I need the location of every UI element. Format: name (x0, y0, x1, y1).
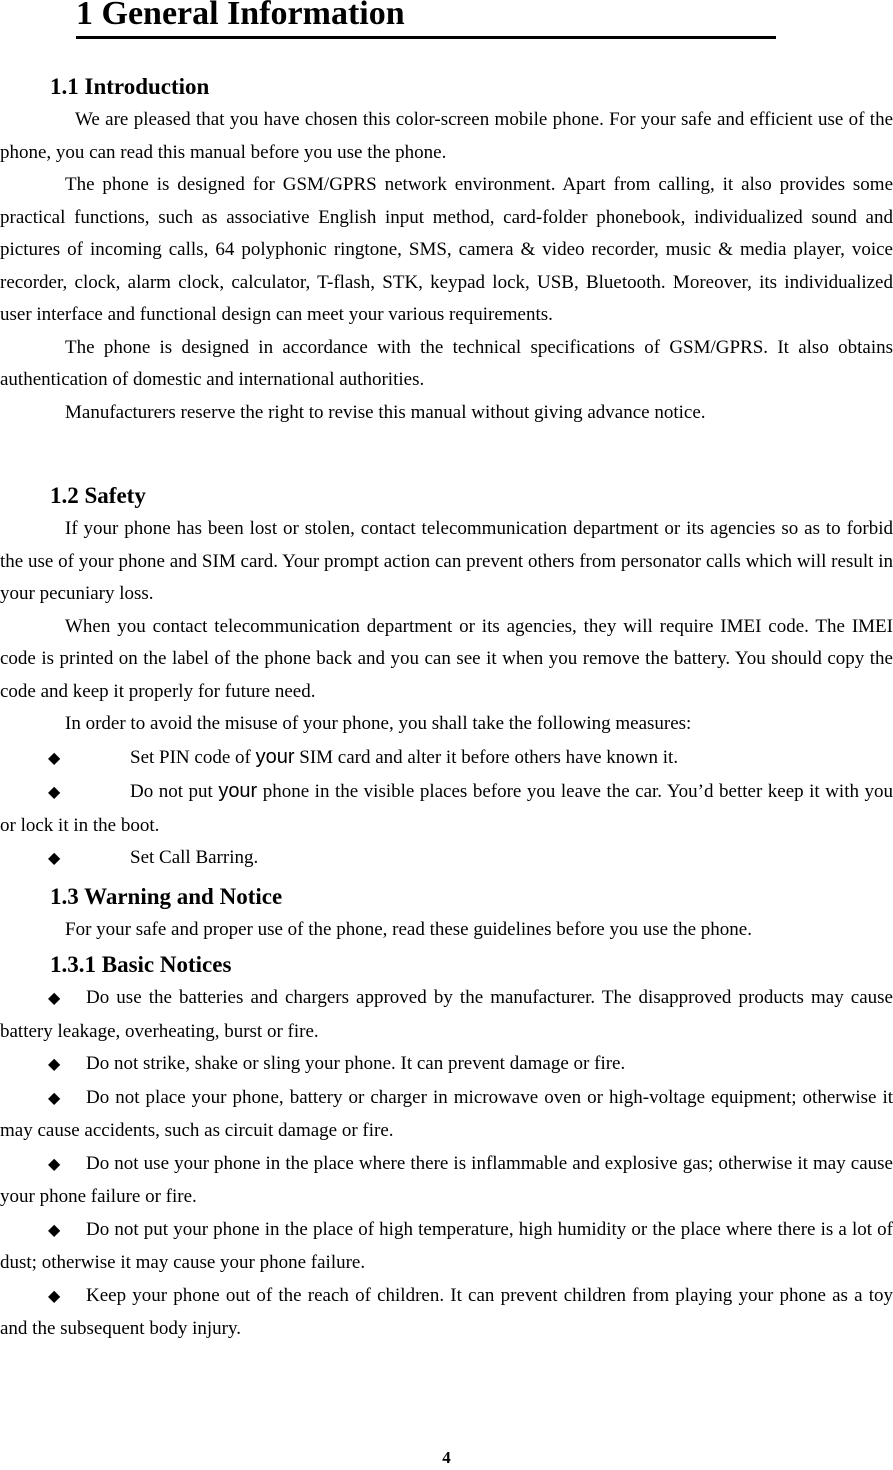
basic-notice-item: ◆ Do not strike, shake or sling your phone. It can prevent damage or fire. (0, 1048, 893, 1082)
diamond-bullet-icon: ◆ (48, 1089, 61, 1107)
chapter-title: 1 General Information (76, 0, 776, 39)
safety-paragraph-1: If your phone has been lost or stolen, contact telecommunication department or its agencies so as to forbid the use of your phone and SIM card. Your prompt action can prevent others from personator calls which will result in your pecuniary loss. (0, 518, 893, 604)
intro-paragraph-3: The phone is designed in accordance with the technical specifications of GSM/GPRS. It also obtains authentication of domestic and international authorities. (0, 336, 893, 390)
diamond-bullet-icon: ◆ (48, 1155, 61, 1173)
page-number: 4 (442, 1448, 451, 1467)
diamond-bullet-icon: ◆ (48, 1221, 61, 1239)
section-heading-basic-notices: 1.3.1 Basic Notices (50, 952, 232, 977)
diamond-bullet-icon: ◆ (48, 1056, 61, 1073)
basic-notice-item: ◆ Keep your phone out of the reach of children. It can prevent children from playing your phone as a toy and the subsequent body injury. (0, 1280, 893, 1346)
safety-measure-item: ◆ Do not put your phone in the visible places before you leave the car. You’d better keep it with you or lock it in the boot. (0, 775, 893, 842)
section-heading-safety: 1.2 Safety (50, 483, 146, 508)
basic-notice-item: ◆ Do not place your phone, battery or charger in microwave oven or high-voltage equipment; otherwise it may cause accidents, such as circuit damage or fire. (0, 1082, 893, 1148)
safety-paragraph-3: In order to avoid the misuse of your phone, you shall take the following measures: (65, 713, 692, 734)
diamond-bullet-icon: ◆ (48, 1287, 61, 1305)
diamond-bullet-icon: ◆ (48, 784, 61, 801)
intro-paragraph-2: The phone is designed for GSM/GPRS network environment. Apart from calling, it also provides some practical functions, such as associative English input method, card-folder phonebook, individualized sound and pictures of incoming calls, 64 polyphonic ringtone, SMS, camera & video recorder, music & media player, voice recorder, clock, alarm clock, calculator, T-flash, STK, keypad lock, USB, Bluetooth. Moreover, its individualized user interface and functional design can meet your various requirements. (0, 174, 893, 325)
section-spacer (0, 429, 893, 479)
diamond-bullet-icon: ◆ (48, 850, 61, 867)
basic-notice-item: ◆ Do not put your phone in the place of high temperature, high humidity or the place where there is a lot of dust; otherwise it may cause your phone failure. (0, 1214, 893, 1280)
diamond-bullet-icon: ◆ (48, 749, 61, 767)
safety-measure-item: ◆ Set PIN code of your SIM card and alter it before others have known it. (0, 741, 893, 776)
page-content (0, 70, 893, 1346)
diamond-bullet-icon: ◆ (48, 990, 61, 1007)
basic-notices-list (0, 982, 893, 1346)
safety-paragraph-2: When you contact telecommunication department or its agencies, they will require IMEI code. The IMEI code is printed on the label of the phone back and you can see it when you remove the battery. You should copy the code and keep it properly for future need. (0, 615, 893, 702)
intro-paragraph-1: We are pleased that you have chosen this color-screen mobile phone. For your safe and efficient use of the phone, you can read this manual before you use the phone. (0, 109, 893, 163)
warning-paragraph-1: For your safe and proper use of the phone, read these guidelines before you use the phone. (65, 918, 752, 940)
section-heading-introduction: 1.1 Introduction (50, 74, 210, 99)
basic-notice-item: ◆ Do not use your phone in the place where there is inflammable and explosive gas; otherwise it may cause your phone failure or fire. (0, 1148, 893, 1214)
safety-measure-item: ◆ Set Call Barring. (0, 842, 893, 876)
basic-notice-item: ◆ Do use the batteries and chargers approved by the manufacturer. The disapproved products may cause battery leakage, overheating, burst or fire. (0, 982, 893, 1048)
section-heading-warning: 1.3 Warning and Notice (50, 883, 283, 909)
intro-paragraph-4: Manufacturers reserve the right to revise this manual without giving advance notice. (65, 401, 706, 423)
